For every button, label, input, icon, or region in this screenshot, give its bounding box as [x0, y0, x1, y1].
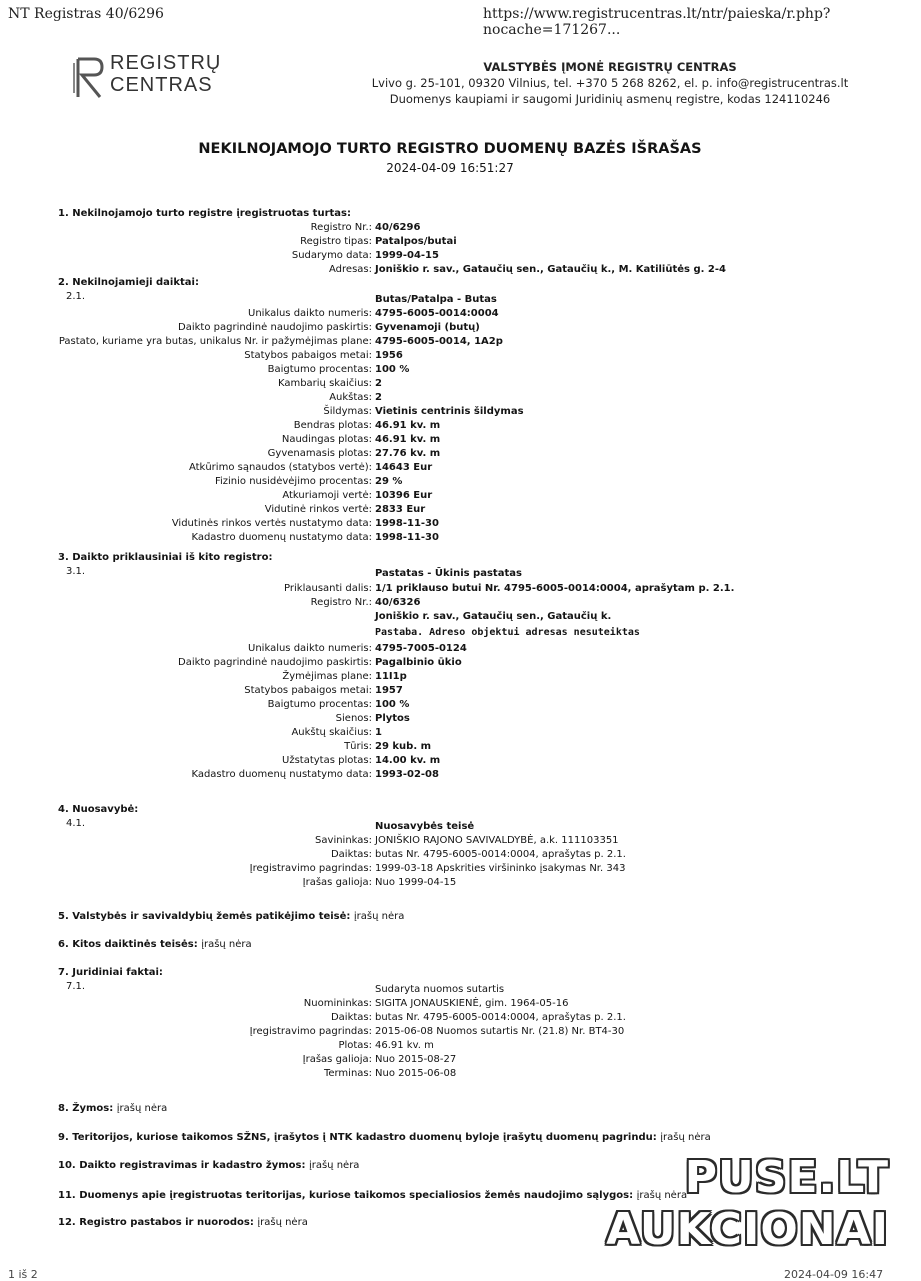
section-5	[58, 910, 404, 923]
s3-value: 1	[375, 727, 382, 738]
s2-value: 1998-11-30	[375, 518, 439, 529]
section-9	[58, 1131, 711, 1144]
s3-value: Plytos	[375, 713, 410, 724]
s3-value: 1993-02-08	[375, 769, 439, 780]
s3-value: 1/1 priklauso butui Nr. 4795-6005-0014:0004, aprašytam p. 2.1.	[375, 583, 735, 594]
s7-object-title: Sudaryta nuomos sutartis	[375, 984, 505, 995]
section-11-heading: 11. Duomenys apie įregistruotas teritorijas, kuriose taikomos specialiosios žemės naudojimo sąlygos:	[58, 1190, 634, 1201]
section-11	[58, 1189, 687, 1202]
s4-label: Įrašas galioja:	[302, 877, 372, 888]
s7-value: butas Nr. 4795-6005-0014:0004, aprašytas p. 2.1.	[375, 1012, 626, 1023]
section-6-heading: 6. Kitos daiktinės teisės:	[58, 939, 198, 950]
s2-label: Šildymas:	[323, 406, 372, 417]
s7-label: Daiktas:	[330, 1012, 372, 1023]
document-timestamp: 2024-04-09 16:51:27	[386, 161, 514, 175]
s4-value: butas Nr. 4795-6005-0014:0004, aprašytas p. 2.1.	[375, 849, 626, 860]
s3-label: Statybos pabaigos metai:	[244, 685, 372, 696]
section-10-heading: 10. Daikto registravimas ir kadastro žymos:	[58, 1160, 306, 1171]
section-2-heading: 2. Nekilnojamieji daiktai:	[58, 277, 199, 288]
s4-label: Įregistravimo pagrindas:	[249, 863, 372, 874]
s3-label: Daikto pagrindinė naudojimo paskirtis:	[178, 657, 372, 668]
section-6-value: įrašų nėra	[201, 939, 252, 950]
section-7-heading: 7. Juridiniai faktai:	[58, 967, 163, 978]
section-10-value: įrašų nėra	[308, 1160, 360, 1171]
s4-label: Daiktas:	[330, 849, 372, 860]
org-note: Duomenys kaupiami ir saugomi Juridinių asmenų registre, kodas 124110246	[389, 92, 831, 106]
s2-value: 2	[375, 392, 382, 403]
section-8-heading: 8. Žymos:	[58, 1103, 114, 1114]
section-5-value: įrašų nėra	[353, 911, 405, 922]
s4-value: 1999-03-18 Apskrities viršininko įsakymas Nr. 343	[375, 863, 626, 874]
s3-value: 40/6326	[375, 597, 421, 608]
s3-label: Baigtumo procentas:	[267, 699, 372, 710]
s1-value: 40/6296	[375, 222, 421, 233]
s3-label: Užstatytas plotas:	[282, 755, 372, 766]
s3-subsection-number: 3.1.	[66, 566, 86, 577]
s3-value: 100 %	[375, 699, 410, 710]
section-1-heading: 1. Nekilnojamojo turto registre įregistruotas turtas:	[58, 208, 351, 219]
s4-value: Nuo 1999-04-15	[375, 877, 457, 888]
s2-value: 14643 Eur	[375, 462, 433, 473]
s2-subsection-number: 2.1.	[66, 291, 86, 302]
section-3-heading: 3. Daikto priklausiniai iš kito registro:	[58, 552, 273, 563]
s2-label: Vidutinės rinkos vertės nustatymo data:	[171, 518, 372, 529]
registru-centras-logo-icon	[72, 55, 106, 101]
s2-value: 27.76 kv. m	[375, 448, 441, 459]
org-address: Lvivo g. 25-101, 09320 Vilnius, tel. +370 5 268 8262, el. p. info@registrucentras.lt	[371, 76, 849, 90]
s4-value: JONIŠKIO RAJONO SAVIVALDYBĖ, a.k. 111103351	[375, 835, 619, 846]
section-5-heading: 5. Valstybės ir savivaldybių žemės patikėjimo teisė:	[58, 911, 351, 922]
s7-value: SIGITA JONAUSKIENĖ, gim. 1964-05-16	[375, 998, 569, 1009]
s2-value: 46.91 kv. m	[375, 434, 441, 445]
s3-value: Pagalbinio ūkio	[375, 657, 462, 668]
s2-value: 2833 Eur	[375, 504, 426, 515]
footer-page-number: 1 iš 2	[8, 1268, 38, 1281]
s2-value: 1998-11-30	[375, 532, 439, 543]
section-6	[58, 938, 252, 951]
s2-label: Bendras plotas:	[293, 420, 372, 431]
s2-label: Unikalus daikto numeris:	[248, 308, 372, 319]
watermark-line-1: PUSE.LT	[684, 1152, 889, 1203]
s7-label: Terminas:	[323, 1068, 372, 1079]
section-12-value: įrašų nėra	[257, 1217, 308, 1228]
browser-tab-title: NT Registras 40/6296	[8, 6, 164, 22]
s3-value: 4795-7005-0124	[375, 643, 467, 654]
org-name: VALSTYBĖS ĮMONĖ REGISTRŲ CENTRAS	[483, 60, 737, 74]
s2-label: Pastato, kuriame yra butas, unikalus Nr. ir pažymėjimas plane:	[58, 336, 372, 347]
s2-label: Vidutinė rinkos vertė:	[264, 504, 372, 515]
section-11-value: įrašų nėra	[636, 1190, 688, 1201]
s4-object-title: Nuosavybės teisė	[375, 821, 475, 832]
s3-value: 1957	[375, 685, 403, 696]
section-8-value: įrašų nėra	[116, 1103, 168, 1114]
s2-value: 10396 Eur	[375, 490, 433, 501]
section-8	[58, 1102, 167, 1115]
s3-value: 11I1p	[375, 671, 407, 682]
s1-label: Registro tipas:	[300, 236, 372, 247]
s3-label: Žymėjimas plane:	[282, 671, 372, 682]
section-12	[58, 1216, 308, 1229]
s4-subsection-number: 4.1.	[66, 818, 86, 829]
s7-label: Nuomininkas:	[303, 998, 372, 1009]
logo-line-2: CENTRAS	[110, 74, 213, 96]
section-9-heading: 9. Teritorijos, kuriose taikomos SŽNS, įrašytos į NTK kadastro duomenų byloje įrašytų duomenų pagrindu:	[58, 1132, 657, 1143]
s3-label: Aukštų skaičius:	[291, 727, 372, 738]
s3-label: Sienos:	[335, 713, 372, 724]
s2-label: Atkūrimo sąnaudos (statybos vertė):	[188, 462, 372, 473]
s2-value: Vietinis centrinis šildymas	[375, 406, 524, 417]
s7-value: Nuo 2015-08-27	[375, 1054, 457, 1065]
section-10	[58, 1159, 359, 1172]
section-4-heading: 4. Nuosavybė:	[58, 804, 139, 815]
s3-label: Unikalus daikto numeris:	[248, 643, 372, 654]
s3-note: Pastaba. Adreso objektui adresas nesuteiktas	[375, 627, 640, 638]
s2-value: 4795-6005-0014:0004	[375, 308, 499, 319]
s7-label: Plotas:	[338, 1040, 372, 1051]
s2-value: 100 %	[375, 364, 410, 375]
document-title: NEKILNOJAMOJO TURTO REGISTRO DUOMENŲ BAZĖS IŠRAŠAS	[198, 141, 702, 157]
s1-label: Sudarymo data:	[291, 250, 372, 261]
s2-value: 1956	[375, 350, 403, 361]
s4-label: Savininkas:	[315, 835, 372, 846]
s3-label: Kadastro duomenų nustatymo data:	[191, 769, 372, 780]
s3-label: Registro Nr.:	[310, 597, 372, 608]
s1-value: Patalpos/butai	[375, 236, 457, 247]
s2-value: 4795-6005-0014, 1A2p	[375, 336, 503, 347]
logo-line-1: REGISTRŲ	[110, 52, 222, 74]
s3-address: Joniškio r. sav., Gataučių sen., Gataučių k.	[375, 611, 612, 622]
s2-value: 2	[375, 378, 382, 389]
s2-value: Gyvenamoji (butų)	[375, 322, 480, 333]
s1-label: Adresas:	[329, 264, 372, 275]
s2-label: Gyvenamasis plotas:	[267, 448, 372, 459]
logo-wordmark	[110, 52, 221, 96]
s2-label: Baigtumo procentas:	[267, 364, 372, 375]
s3-label: Tūris:	[344, 741, 372, 752]
s2-label: Aukštas:	[329, 392, 372, 403]
s2-object-title: Butas/Patalpa - Butas	[375, 294, 497, 305]
s7-value: Nuo 2015-06-08	[375, 1068, 457, 1079]
s3-value: 14.00 kv. m	[375, 755, 441, 766]
s2-label: Atkuriamoji vertė:	[282, 490, 372, 501]
s2-label: Kambarių skaičius:	[277, 378, 372, 389]
s2-label: Fizinio nusidėvėjimo procentas:	[214, 476, 372, 487]
s3-label: Priklausanti dalis:	[284, 583, 372, 594]
s1-value: Joniškio r. sav., Gataučių sen., Gataučių k., M. Katiliūtės g. 2-4	[375, 264, 726, 275]
s2-label: Naudingas plotas:	[281, 434, 372, 445]
s3-value: 29 kub. m	[375, 741, 432, 752]
footer-datetime: 2024-04-09 16:47	[784, 1268, 884, 1281]
s7-label: Įregistravimo pagrindas:	[249, 1026, 372, 1037]
s7-subsection-number: 7.1.	[66, 981, 86, 992]
s1-value: 1999-04-15	[375, 250, 439, 261]
s7-value: 46.91 kv. m	[375, 1040, 434, 1051]
s7-value: 2015-06-08 Nuomos sutartis Nr. (21.8) Nr. BT4-30	[375, 1026, 625, 1037]
watermark-line-2: AUKCIONAI	[606, 1204, 889, 1255]
section-9-value: įrašų nėra	[660, 1132, 711, 1143]
s2-value: 46.91 kv. m	[375, 420, 441, 431]
s2-label: Statybos pabaigos metai:	[244, 350, 372, 361]
s2-label: Daikto pagrindinė naudojimo paskirtis:	[178, 322, 372, 333]
s7-label: Įrašas galioja:	[302, 1054, 372, 1065]
browser-url: https://www.registrucentras.lt/ntr/paieska/r.php?nocache=171267...	[483, 6, 831, 38]
section-12-heading: 12. Registro pastabos ir nuorodos:	[58, 1217, 254, 1228]
s1-label: Registro Nr.:	[310, 222, 372, 233]
s2-label: Kadastro duomenų nustatymo data:	[191, 532, 372, 543]
s3-object-title: Pastatas - Ūkinis pastatas	[375, 568, 522, 579]
s2-value: 29 %	[375, 476, 403, 487]
